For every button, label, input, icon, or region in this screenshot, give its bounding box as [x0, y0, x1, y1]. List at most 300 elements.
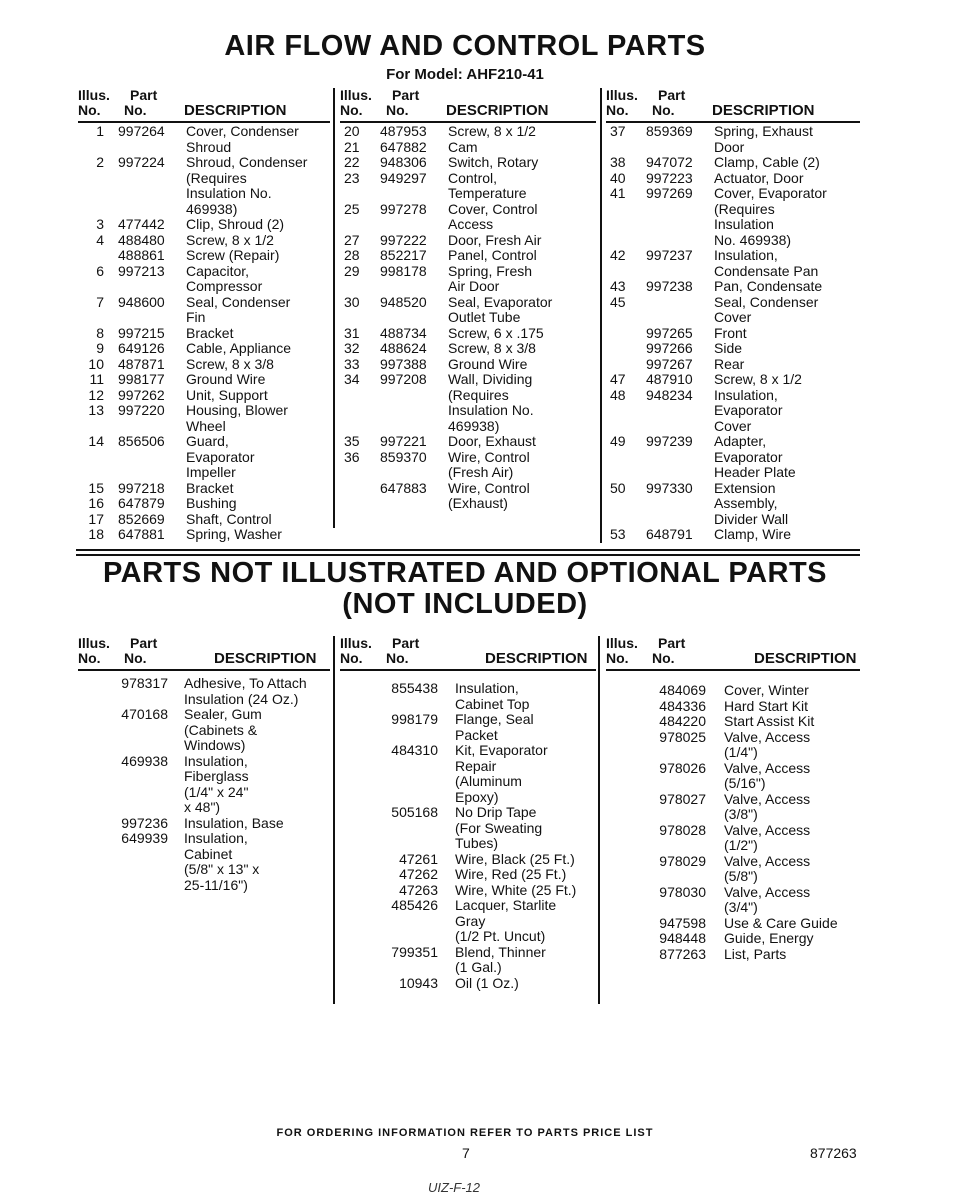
description-line: (1 Gal.): [455, 959, 502, 975]
part-number: 488624: [380, 340, 427, 356]
part-number: 978026: [659, 759, 706, 776]
description-line: 469938): [186, 200, 238, 217]
description-line: (Requires: [186, 169, 247, 186]
part-description: [186, 248, 279, 264]
part-description: [448, 140, 478, 156]
illus-number: 53: [610, 526, 626, 542]
illus-number: 20: [344, 123, 360, 139]
illus-header: Illus.: [340, 87, 372, 103]
parts-row: [340, 712, 602, 743]
part-number: 647879: [118, 495, 165, 511]
description-line: (1/2"): [724, 837, 758, 853]
illus-header: Illus.: [606, 635, 638, 651]
part-number: 477442: [118, 216, 165, 232]
part-number: 949297: [380, 169, 427, 186]
part-header: Part: [130, 87, 158, 103]
description-line: Insulation, Base: [184, 814, 284, 831]
illus-number: 21: [344, 138, 360, 155]
description-line: Use & Care Guide: [724, 914, 838, 931]
description-line: Fin: [186, 309, 206, 325]
illus-number: [606, 326, 632, 342]
part-description: [438, 681, 529, 712]
parts-row: [340, 357, 600, 373]
description-line: Insulation,: [714, 247, 778, 263]
part-number: 649939: [121, 830, 168, 846]
part-header: Part: [658, 635, 686, 651]
part-number: 997388: [380, 355, 427, 372]
part-description: [706, 699, 808, 715]
description-line: Cam: [448, 138, 478, 155]
part-description: [714, 295, 818, 326]
part-description: [714, 279, 822, 295]
illus-number: 50: [610, 479, 626, 496]
description-line: (Fresh Air): [448, 464, 514, 480]
part-description: [438, 945, 546, 976]
parts-row: [606, 947, 868, 963]
description-line: Start Assist Kit: [724, 713, 815, 729]
description-line: 25-11/16"): [184, 876, 248, 893]
part-number: 948234: [646, 386, 693, 403]
parts-row: [78, 496, 338, 512]
parts-row: [606, 931, 868, 947]
description-line: Capacitor,: [186, 262, 250, 279]
description-line: Fiberglass: [184, 768, 249, 784]
illus-header: Illus.: [78, 87, 110, 103]
description-line: Valve, Access: [724, 728, 811, 745]
column-divider: [598, 636, 600, 1004]
parts-row: [606, 248, 866, 279]
part-description: [186, 372, 265, 388]
part-number: 852669: [118, 510, 165, 527]
part-description: [706, 730, 810, 761]
part-number: 488734: [380, 324, 427, 341]
description-line: Guard,: [186, 433, 229, 449]
part-description: [168, 816, 284, 832]
illus-number: [606, 341, 632, 357]
description-line: Gray: [455, 912, 486, 929]
parts-row: [78, 326, 338, 342]
part-number: 47261: [399, 850, 438, 867]
description-line: Shaft, Control: [186, 510, 272, 527]
description-line: No Drip Tape: [455, 804, 537, 820]
description-line: (1/4" x 24": [184, 783, 249, 800]
parts-row: [606, 854, 868, 885]
description-header: DESCRIPTION: [446, 102, 549, 119]
illus-number: 29: [344, 262, 360, 279]
parts-row: [606, 823, 868, 854]
illus-number: [606, 357, 632, 373]
description-line: Cover: [714, 309, 752, 325]
part-description: [438, 712, 534, 743]
parts-row: [606, 761, 868, 792]
part-number: 997213: [118, 262, 165, 279]
part-description: [186, 155, 307, 217]
part-number: 978028: [659, 821, 706, 838]
parts-row: [606, 730, 868, 761]
description-line: Valve, Access: [724, 821, 811, 838]
part-number: 948448: [659, 930, 706, 946]
part-description: [438, 867, 566, 883]
description-line: Insulation,: [455, 680, 519, 696]
parts-row: [606, 279, 866, 295]
part-description: [448, 481, 530, 512]
part-description: [168, 676, 307, 707]
divider: [76, 549, 860, 551]
illus-number: 12: [88, 386, 104, 403]
description-line: Housing, Blower: [186, 402, 288, 418]
parts-column: [340, 124, 600, 512]
part-description: [448, 326, 544, 342]
parts-row: [340, 898, 602, 945]
part-description: [714, 388, 782, 435]
description-line: (Exhaust): [448, 495, 508, 511]
header-underline: [78, 669, 330, 671]
part-description: [706, 947, 786, 963]
description-line: Insulation,: [714, 386, 778, 403]
description-line: Packet: [455, 726, 498, 743]
parts-column: [606, 683, 868, 962]
part-number: 997265: [646, 324, 693, 341]
part-description: [448, 341, 536, 357]
part-description: [448, 264, 532, 295]
description-line: Wall, Dividing: [448, 371, 533, 387]
header-underline: [606, 669, 860, 671]
illus-header: No.: [606, 102, 629, 118]
parts-row: [340, 883, 602, 899]
column-divider: [600, 88, 602, 543]
description-header: DESCRIPTION: [712, 102, 815, 119]
description-line: Door, Fresh Air: [448, 231, 542, 248]
description-line: Evaporator: [186, 448, 255, 465]
description-line: Ground Wire: [448, 355, 528, 372]
parts-row: [340, 434, 600, 450]
part-number: 485426: [391, 897, 438, 913]
parts-row: [340, 743, 602, 805]
part-number: 997220: [118, 402, 165, 418]
part-description: [714, 357, 744, 373]
description-line: Wire, Red (25 Ft.): [455, 866, 567, 882]
part-number: 998179: [391, 711, 438, 727]
parts-row: [340, 372, 600, 434]
illus-number: 25: [344, 200, 360, 217]
illus-number: 13: [88, 402, 104, 418]
part-description: [186, 512, 272, 528]
part-number: 997266: [646, 340, 693, 356]
illus-number: 8: [96, 324, 104, 341]
part-description: [448, 434, 536, 450]
part-number: 487953: [380, 123, 427, 139]
description-line: Screw, 8 x 1/2: [448, 123, 536, 139]
description-header: DESCRIPTION: [184, 102, 287, 119]
part-description: [448, 233, 541, 249]
parts-row: [78, 512, 338, 528]
part-number: 47262: [399, 866, 438, 882]
parts-row: [340, 264, 600, 295]
part-description: [186, 217, 284, 233]
description-line: Wire, Control: [448, 479, 530, 496]
illus-number: 27: [344, 231, 360, 248]
part-description: [438, 883, 576, 899]
description-line: Clamp, Cable (2): [714, 154, 820, 170]
description-line: Insulation (24 Oz.): [184, 690, 299, 707]
part-header: No.: [124, 102, 147, 118]
part-description: [714, 326, 747, 342]
part-number: 505168: [391, 804, 438, 820]
description-line: Cover, Control: [448, 200, 538, 217]
part-description: [706, 761, 810, 792]
description-line: Valve, Access: [724, 790, 811, 807]
part-number: 997238: [646, 278, 693, 294]
description-line: Tubes): [455, 835, 499, 851]
part-description: [186, 357, 274, 373]
parts-row: [340, 341, 600, 357]
illus-number: 49: [610, 433, 626, 449]
part-header: Part: [392, 87, 420, 103]
description-line: Pan, Condensate: [714, 278, 823, 294]
description-line: Evaporator: [714, 448, 783, 465]
description-line: Bracket: [186, 479, 234, 496]
illus-header: Illus.: [606, 87, 638, 103]
part-number: 947598: [659, 914, 706, 931]
parts-row: [340, 805, 602, 852]
description-line: Seal, Condenser: [186, 293, 291, 310]
description-line: (5/16"): [724, 775, 766, 791]
description-line: Clip, Shroud (2): [186, 216, 285, 232]
description-line: (Cabinets &: [184, 721, 258, 738]
description-line: Spring, Washer: [186, 526, 282, 542]
parts-row: [606, 186, 866, 248]
parts-row: [340, 945, 602, 976]
illus-number: 1: [96, 123, 104, 139]
description-line: Switch, Rotary: [448, 154, 539, 170]
description-line: Bushing: [186, 495, 237, 511]
description-line: Cabinet Top: [455, 695, 530, 712]
part-description: [186, 527, 282, 543]
description-line: Screw, 8 x 1/2: [714, 371, 802, 387]
part-number: 484069: [659, 682, 706, 698]
description-line: Valve, Access: [724, 883, 811, 900]
description-line: (1/2 Pt. Uncut): [455, 928, 546, 944]
part-number: 978030: [659, 883, 706, 900]
part-description: [714, 527, 791, 543]
illus-number: 16: [88, 495, 104, 511]
description-line: Divider Wall: [714, 510, 789, 527]
part-description: [186, 295, 290, 326]
part-description: [186, 403, 288, 434]
part-description: [706, 931, 814, 947]
parts-row: [340, 124, 600, 140]
parts-row: [340, 481, 600, 512]
part-number: 947072: [646, 154, 693, 170]
description-line: Wire, Control: [448, 448, 530, 465]
parts-row: [606, 699, 868, 715]
part-number: 997221: [380, 433, 427, 449]
part-description: [186, 264, 262, 295]
parts-row: [606, 714, 868, 730]
description-line: Spring, Fresh: [448, 262, 533, 279]
illus-number: 7: [96, 293, 104, 310]
parts-row: [340, 140, 600, 156]
parts-row: [606, 357, 866, 373]
part-number: 487871: [118, 355, 165, 372]
description-line: (5/8"): [724, 868, 758, 884]
description-line: No. 469938): [714, 231, 792, 248]
parts-row: [78, 754, 340, 816]
parts-row: [606, 792, 868, 823]
illus-number: 42: [610, 247, 626, 263]
parts-row: [606, 434, 866, 481]
description-line: Evaporator: [714, 402, 783, 418]
description-line: Kit, Evaporator: [455, 742, 548, 758]
parts-row: [606, 124, 866, 155]
part-number: 488480: [118, 231, 165, 248]
description-line: Air Door: [448, 278, 500, 294]
part-number: 997330: [646, 479, 693, 496]
description-line: Guide, Energy: [724, 930, 814, 946]
description-line: Blend, Thinner: [455, 943, 546, 960]
illus-number: 31: [344, 324, 360, 341]
description-line: Cover, Evaporator: [714, 185, 827, 201]
parts-row: [340, 867, 602, 883]
illus-number: 15: [88, 479, 104, 496]
part-description: [186, 388, 268, 404]
illus-number: 11: [89, 371, 104, 387]
part-description: [438, 743, 548, 805]
description-line: Impeller: [186, 464, 236, 480]
part-description: [168, 707, 262, 754]
description-line: Rear: [714, 355, 745, 372]
parts-row: [606, 155, 866, 171]
part-number: 998177: [118, 371, 165, 387]
description-line: Header Plate: [714, 464, 796, 480]
parts-row: [78, 248, 338, 264]
illus-header: No.: [340, 102, 363, 118]
description-line: Unit, Support: [186, 386, 268, 403]
part-number: 948600: [118, 293, 165, 310]
illus-number: 37: [610, 123, 626, 139]
description-line: Screw, 6 x .175: [448, 324, 544, 341]
description-line: Extension: [714, 479, 776, 496]
parts-row: [78, 403, 338, 434]
part-description: [714, 186, 827, 248]
part-number: 997224: [118, 154, 165, 170]
description-line: (For Sweating: [455, 819, 543, 836]
description-line: Access: [448, 216, 494, 232]
part-description: [168, 754, 249, 816]
description-line: Seal, Condenser: [714, 293, 819, 310]
part-description: [714, 171, 804, 187]
column-divider: [333, 88, 335, 528]
illus-number: 40: [610, 169, 626, 186]
description-line: Windows): [184, 737, 246, 753]
parts-row: [340, 450, 600, 481]
part-description: [186, 341, 291, 357]
description-line: Wire, White (25 Ft.): [455, 881, 577, 898]
parts-row: [606, 171, 866, 187]
part-description: [168, 831, 259, 893]
parts-column: [78, 676, 340, 893]
part-number: [632, 295, 714, 326]
part-description: [448, 295, 552, 326]
part-number: 487910: [646, 371, 693, 387]
part-number: 997236: [121, 814, 168, 831]
parts-column: [606, 124, 866, 543]
parts-row: [78, 816, 340, 832]
part-number: 469938: [121, 752, 168, 769]
illus-number: 2: [96, 154, 104, 170]
part-description: [438, 852, 575, 868]
description-line: Seal, Evaporator: [448, 293, 553, 310]
illus-number: 36: [344, 448, 360, 465]
description-line: Front: [714, 324, 747, 341]
part-number: 649126: [118, 340, 165, 356]
part-description: [448, 248, 537, 264]
part-description: [706, 714, 814, 730]
parts-row: [340, 248, 600, 264]
header-underline: [340, 669, 596, 671]
illus-number: [340, 481, 366, 512]
illus-number: 17: [88, 510, 104, 527]
part-description: [714, 124, 813, 155]
parts-row: [340, 155, 600, 171]
part-description: [714, 155, 820, 171]
part-description: [448, 202, 537, 233]
part-number: 997278: [380, 200, 427, 217]
part-number: 997218: [118, 479, 165, 496]
parts-row: [606, 372, 866, 388]
description-line: Assembly,: [714, 495, 778, 511]
part-description: [706, 916, 838, 932]
parts-row: [340, 852, 602, 868]
description-line: Condensate Pan: [714, 262, 819, 279]
ordering-note: FOR ORDERING INFORMATION REFER TO PARTS PRICE LIST: [276, 1127, 654, 1139]
illus-number: 30: [344, 293, 360, 310]
description-line: Insulation,: [184, 752, 248, 769]
part-number: 998178: [380, 262, 427, 279]
part-number: 978025: [659, 728, 706, 745]
part-number: 484336: [659, 697, 706, 714]
illus-number: 22: [344, 154, 360, 170]
description-line: Screw, 8 x 1/2: [186, 231, 274, 248]
description-line: Cover, Condenser: [186, 123, 299, 139]
description-line: Shroud: [186, 138, 232, 155]
part-number: 859369: [646, 123, 693, 139]
parts-row: [606, 527, 866, 543]
part-number: 997267: [646, 355, 693, 372]
part-number: 948520: [380, 293, 427, 310]
parts-row: [78, 372, 338, 388]
section-subtitle-not-included: (NOT INCLUDED): [342, 588, 588, 620]
parts-column: [340, 681, 602, 991]
part-description: [186, 233, 274, 249]
part-description: [186, 434, 254, 481]
parts-row: [606, 683, 868, 699]
part-description: [706, 854, 810, 885]
parts-row: [78, 155, 338, 217]
part-description: [438, 976, 519, 992]
page-number: 7: [462, 1145, 470, 1161]
description-line: Insulation,: [184, 830, 248, 846]
illus-number: 18: [88, 526, 104, 542]
description-line: Epoxy): [455, 788, 499, 805]
part-description: [448, 171, 527, 202]
part-description: [186, 496, 237, 512]
description-line: Oil (1 Oz.): [455, 974, 519, 991]
part-number: 978027: [659, 790, 706, 807]
illus-number: 41: [610, 185, 626, 201]
illus-number: 48: [610, 386, 626, 403]
description-line: Insulation: [714, 216, 774, 232]
